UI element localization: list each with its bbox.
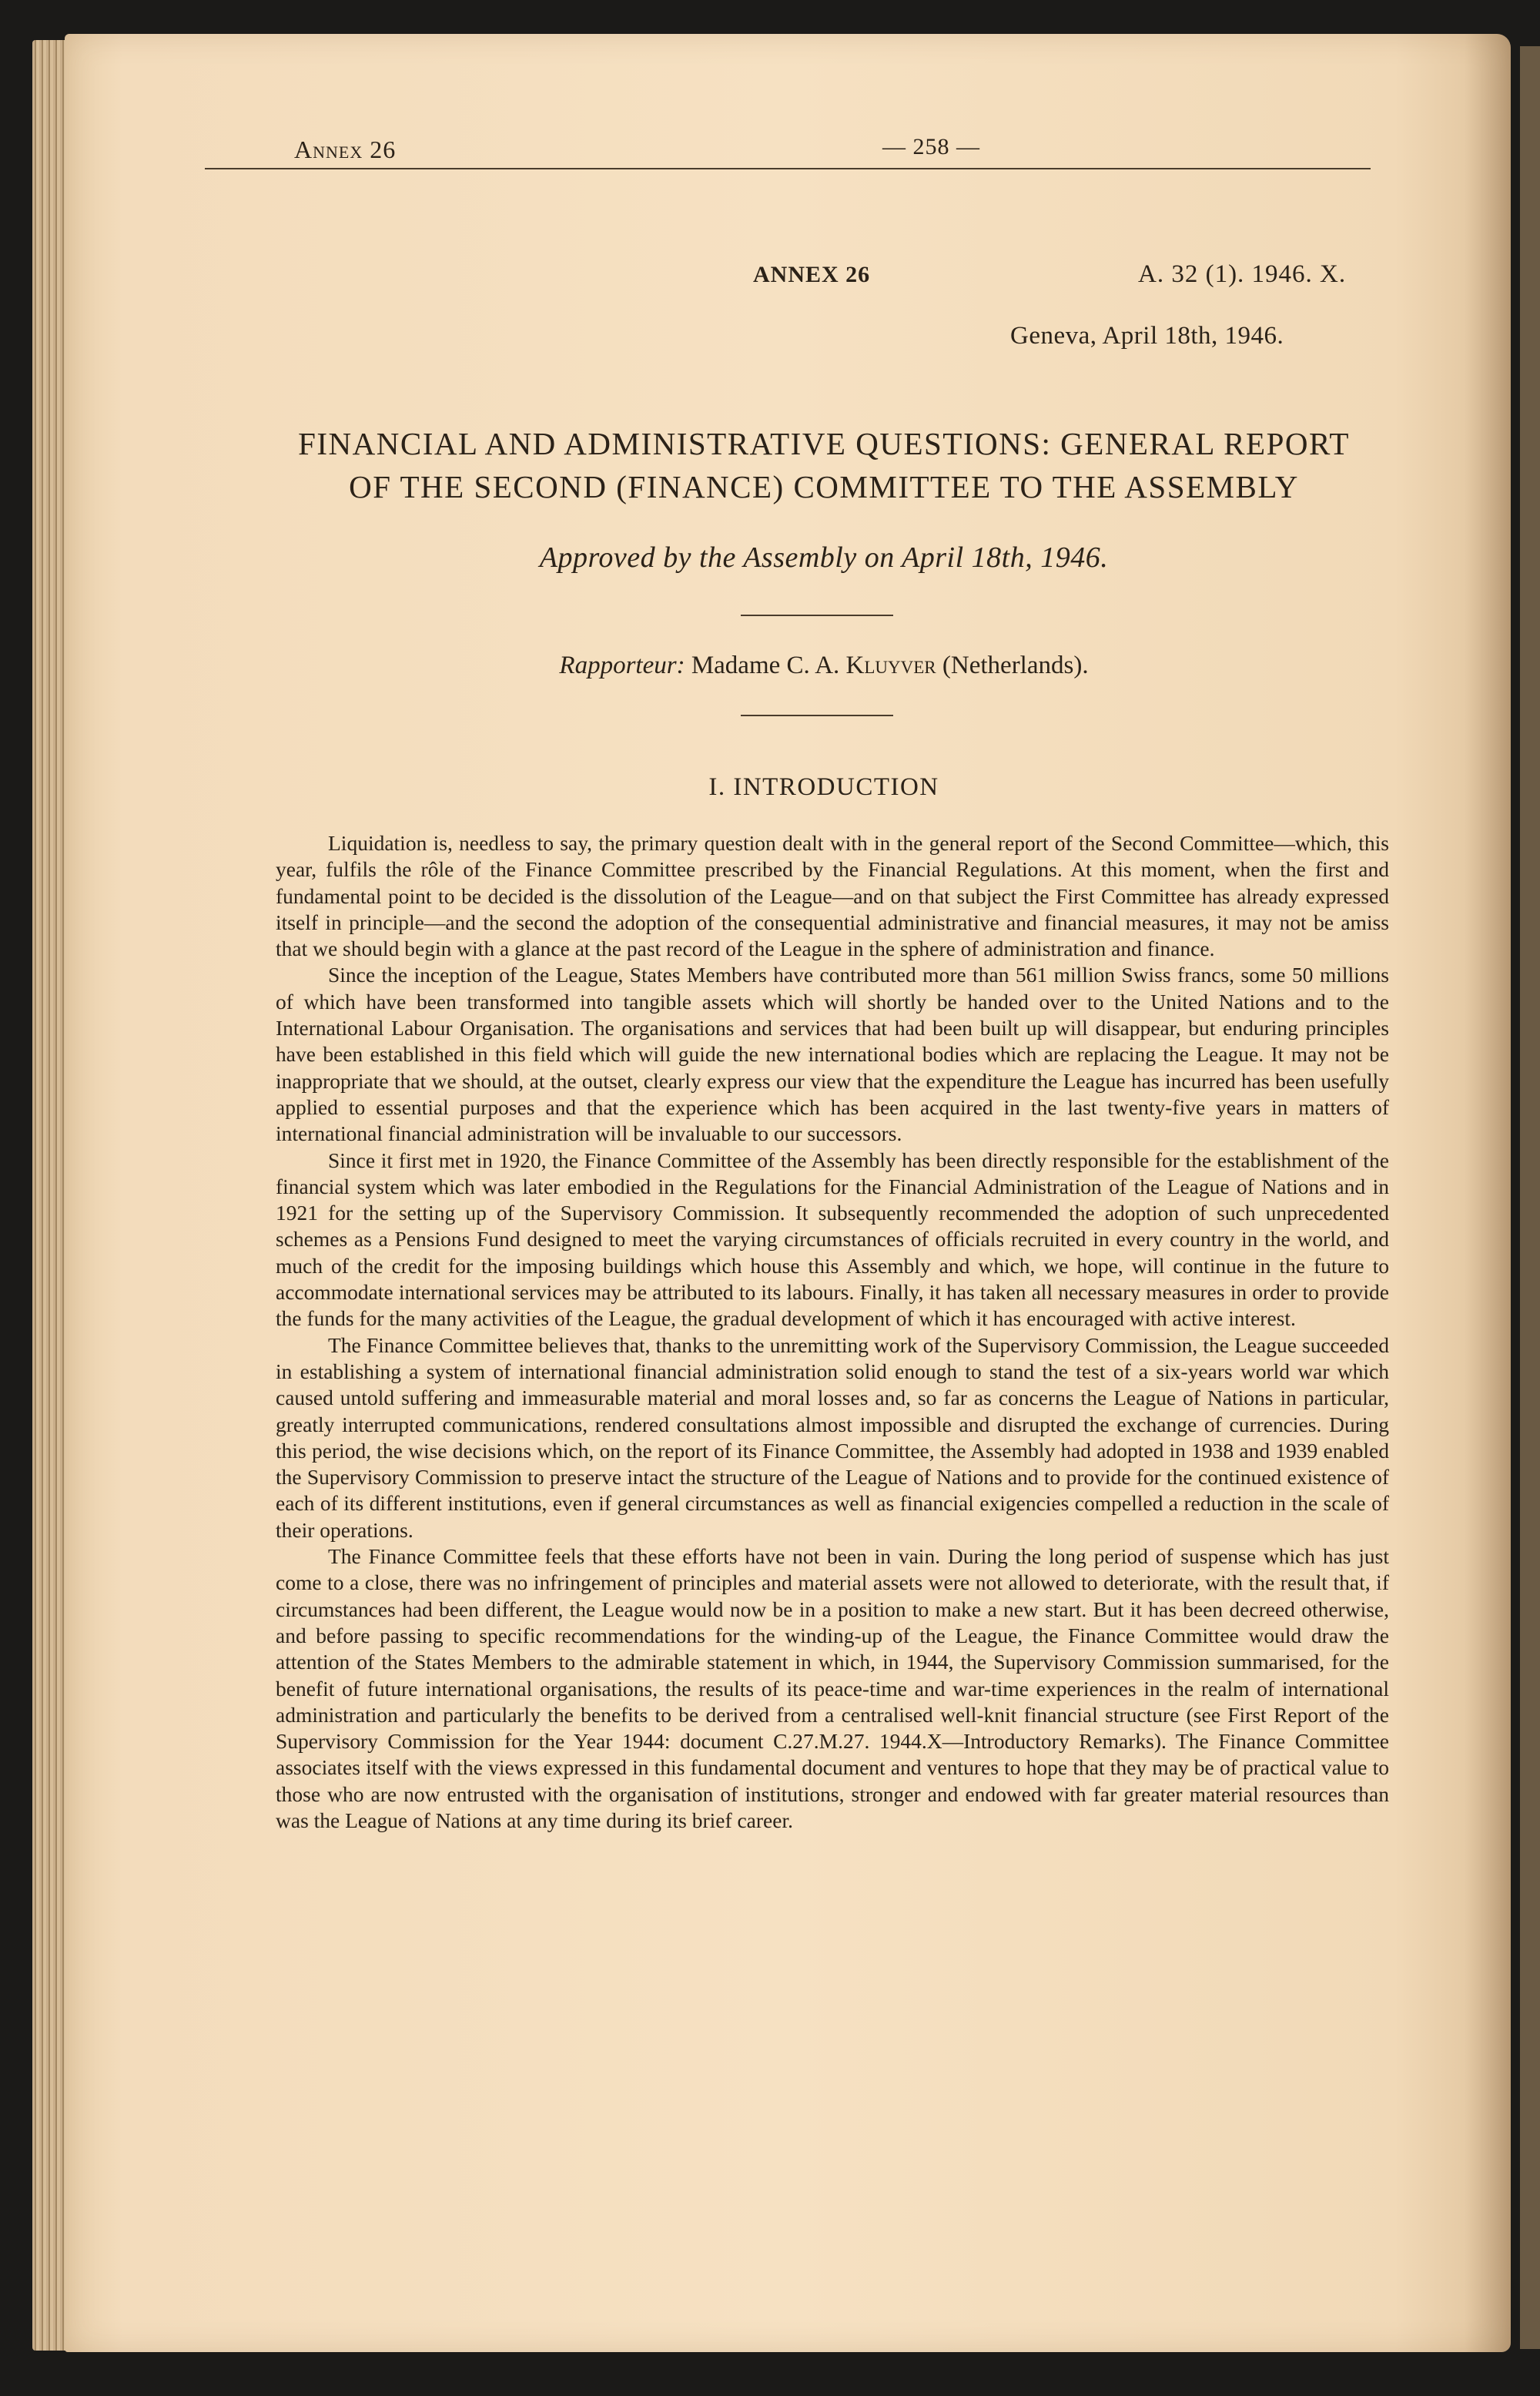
report-title-line2: OF THE SECOND (FINANCE) COMMITTEE TO THE ASSEMBLY [349, 469, 1299, 504]
rapporteur-name-prefix: Madame C. A. [691, 652, 840, 679]
divider-rule [741, 615, 893, 616]
paragraph: Liquidation is, needless to say, the primary question dealt with in the general report of the Second Committee—which, this year, fulfils the rôle of the Finance Committee prescribed by the Financial Regulations. At this moment, when the first and fundamental point to be decided is the dissolution of the League—and on that subject the First Committee has already expressed itself in principle—and the second the adoption of the consequential administrative and financial measures, it may not be amiss that we should begin with a glance at the past record of the League in the sphere of administration and finance. [276, 831, 1389, 961]
spine-shadow [1465, 34, 1511, 2352]
rapporteur-label: Rapporteur: [559, 652, 685, 679]
annex-title: ANNEX 26 [753, 262, 871, 287]
rapporteur-country: (Netherlands). [942, 652, 1089, 679]
running-head [205, 129, 1371, 169]
document-date: Geneva, April 18th, 1946. [1010, 322, 1284, 350]
body-text [276, 830, 1389, 1834]
section-heading: I. INTRODUCTION [708, 773, 939, 801]
paragraph: The Finance Committee believes that, thanks to the unremitting work of the Supervisory Commission, the League succeeded in establishing a system of international financial administration solid enough to stand the test of a six-years world war which caused untold suffering and immeasurable material and moral losses and, so far as concerns the League of Nations in particular, greatly interrupted communications, rendered consultations almost impossible and disrupted the exchange of currencies. During this period, the wise decisions which, on the report of its Finance Committee, the Assembly had adopted in 1938 and 1939 enabled the Supervisory Commission to preserve intact the structure of the League of Nations and to provide for the continued existence of each of its different institutions, even if general circumstances as well as financial exigencies compelled a reduction in the scale of their operations. [276, 1332, 1389, 1542]
report-title-line1: FINANCIAL AND ADMINISTRATIVE QUESTIONS: GENERAL REPORT [298, 426, 1350, 461]
rapporteur-surname: Kluyver [845, 652, 936, 679]
facing-page-edge [1520, 46, 1540, 2349]
running-head-annex: Annex 26 [294, 136, 397, 163]
approval-note: Approved by the Assembly on April 18th, 1946. [539, 541, 1109, 574]
divider-rule [741, 715, 893, 716]
document-code: A. 32 (1). 1946. X. [1138, 260, 1347, 288]
rapporteur-line [262, 652, 1386, 680]
paragraph: Since it first met in 1920, the Finance Committee of the Assembly has been directly responsible for the establishment of the financial system which was later embodied in the Regulations for the Financial Administration of the League of Nations and in 1921 for the setting up of the Supervisory Commission. It subsequently recommended the adoption of such unprecedented schemes as a Pensions Fund designed to meet the varying circumstances of officials recruited in every country in the world, and much of the credit for the imposing buildings which house this Assembly and which, we hope, will continue in the future to accommodate international services may be attributed to its labours. Finally, it has taken all necessary measures in order to provide the funds for the many activities of the League, the gradual development of which it has encouraged with active interest. [276, 1148, 1389, 1331]
page-number: — 258 — [882, 134, 980, 159]
paragraph: The Finance Committee feels that these efforts have not been in vain. During the long period of suspense which has just come to a close, there was no infringement of principles and material assets were not allowed to deteriorate, with the result that, if circumstances had been different, the League would now be in a position to make a new start. But it has been decreed otherwise, and before passing to specific recommendations for the winding-up of the League, the Finance Committee would draw the attention of the States Members to the admirable statement in which, in 1944, the Supervisory Commission summarised, for the benefit of future international organisations, the results of its peace-time and war-time experiences in the realm of international administration and particularly the benefits to be derived from a centralised well-knit financial structure (see First Report of the Supervisory Commission for the Year 1944: document C.27.M.27. 1944.X—Introductory Remarks). The Finance Committee associates itself with the views expressed in this fundamental document and ventures to hope that they may be of practical value to those who are now entrusted with the organisation of institutions, stronger and endowed with far greater material resources than was the League of Nations at any time during its brief career. [276, 1544, 1389, 1832]
paragraph: Since the inception of the League, States Members have contributed more than 561 million Swiss francs, some 50 millions of which have been transformed into tangible assets which will shortly be handed over to the United Nations and to the International Labour Organisation. The organisations and services that had been built up will disappear, but enduring principles have been established in this field which will guide the new international bodies which are replacing the League. It may not be inappropriate that we should, at the outset, clearly express our view that the expenditure the League has incurred has been usefully applied to essential purposes and that the experience which has been acquired in the last twenty-five years in matters of international financial administration will be invaluable to our successors. [276, 963, 1389, 1146]
report-title [262, 422, 1386, 508]
